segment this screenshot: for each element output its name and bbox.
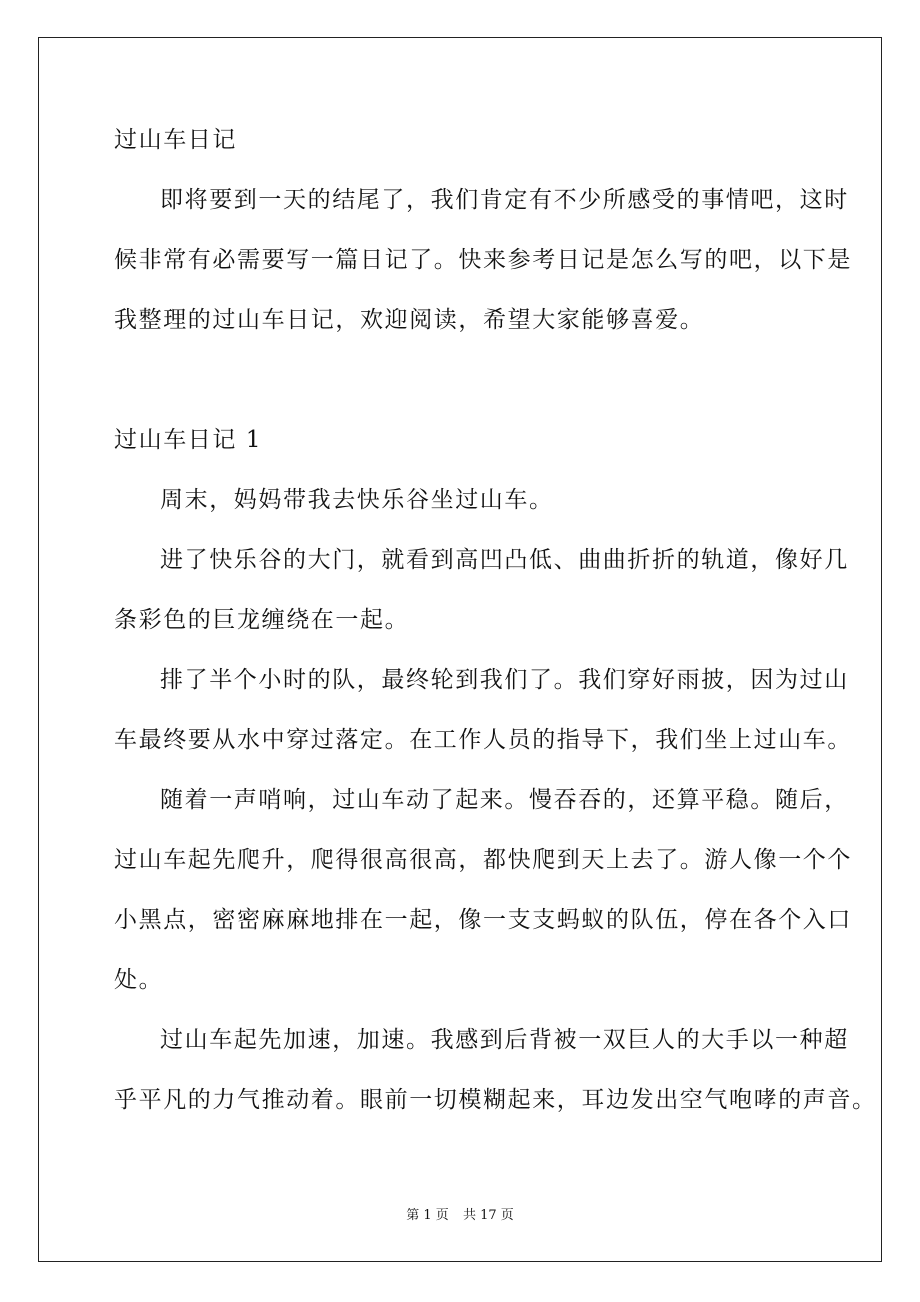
page-total: 共 17 页 [462, 1208, 514, 1223]
body-line-7: 过山车起先爬升，爬得很高很高，都快爬到天上去了。游人像一个个 [114, 847, 852, 873]
intro-line-1: 即将要到一天的结尾了，我们肯定有不少所感受的事情吧，这时 [160, 187, 849, 213]
body-line-5: 车最终要从水中穿过落定。在工作人员的指导下，我们坐上过山车。 [114, 727, 852, 753]
body-line-9: 处。 [114, 967, 164, 993]
page-number: 第 1 页 [406, 1208, 449, 1223]
page-border [38, 37, 882, 1262]
body-line-10: 过山车起先加速，加速。我感到后背被一双巨人的大手以一种超 [160, 1027, 849, 1053]
section-title: 过山车日记 1 [114, 427, 263, 453]
intro-line-2: 候非常有必需要写一篇日记了。快来参考日记是怎么写的吧，以下是 [114, 247, 852, 273]
intro-line-3: 我整理的过山车日记，欢迎阅读，希望大家能够喜爱。 [114, 307, 705, 333]
body-line-6: 随着一声哨响，过山车动了起来。慢吞吞的，还算平稳。随后， [160, 787, 849, 813]
body-line-11: 乎平凡的力气推动着。眼前一切模糊起来，耳边发出空气咆哮的声音。 [114, 1087, 877, 1113]
body-line-1: 周末，妈妈带我去快乐谷坐过山车。 [160, 487, 554, 513]
body-line-2: 进了快乐谷的大门，就看到高凹凸低、曲曲折折的轨道，像好几 [160, 547, 849, 573]
page-footer [0, 1207, 920, 1225]
document-title: 过山车日记 [114, 127, 237, 153]
body-line-8: 小黑点，密密麻麻地排在一起，像一支支蚂蚁的队伍，停在各个入口 [114, 907, 852, 933]
body-line-4: 排了半个小时的队，最终轮到我们了。我们穿好雨披，因为过山 [160, 667, 849, 693]
body-line-3: 条彩色的巨龙缠绕在一起。 [114, 607, 410, 633]
